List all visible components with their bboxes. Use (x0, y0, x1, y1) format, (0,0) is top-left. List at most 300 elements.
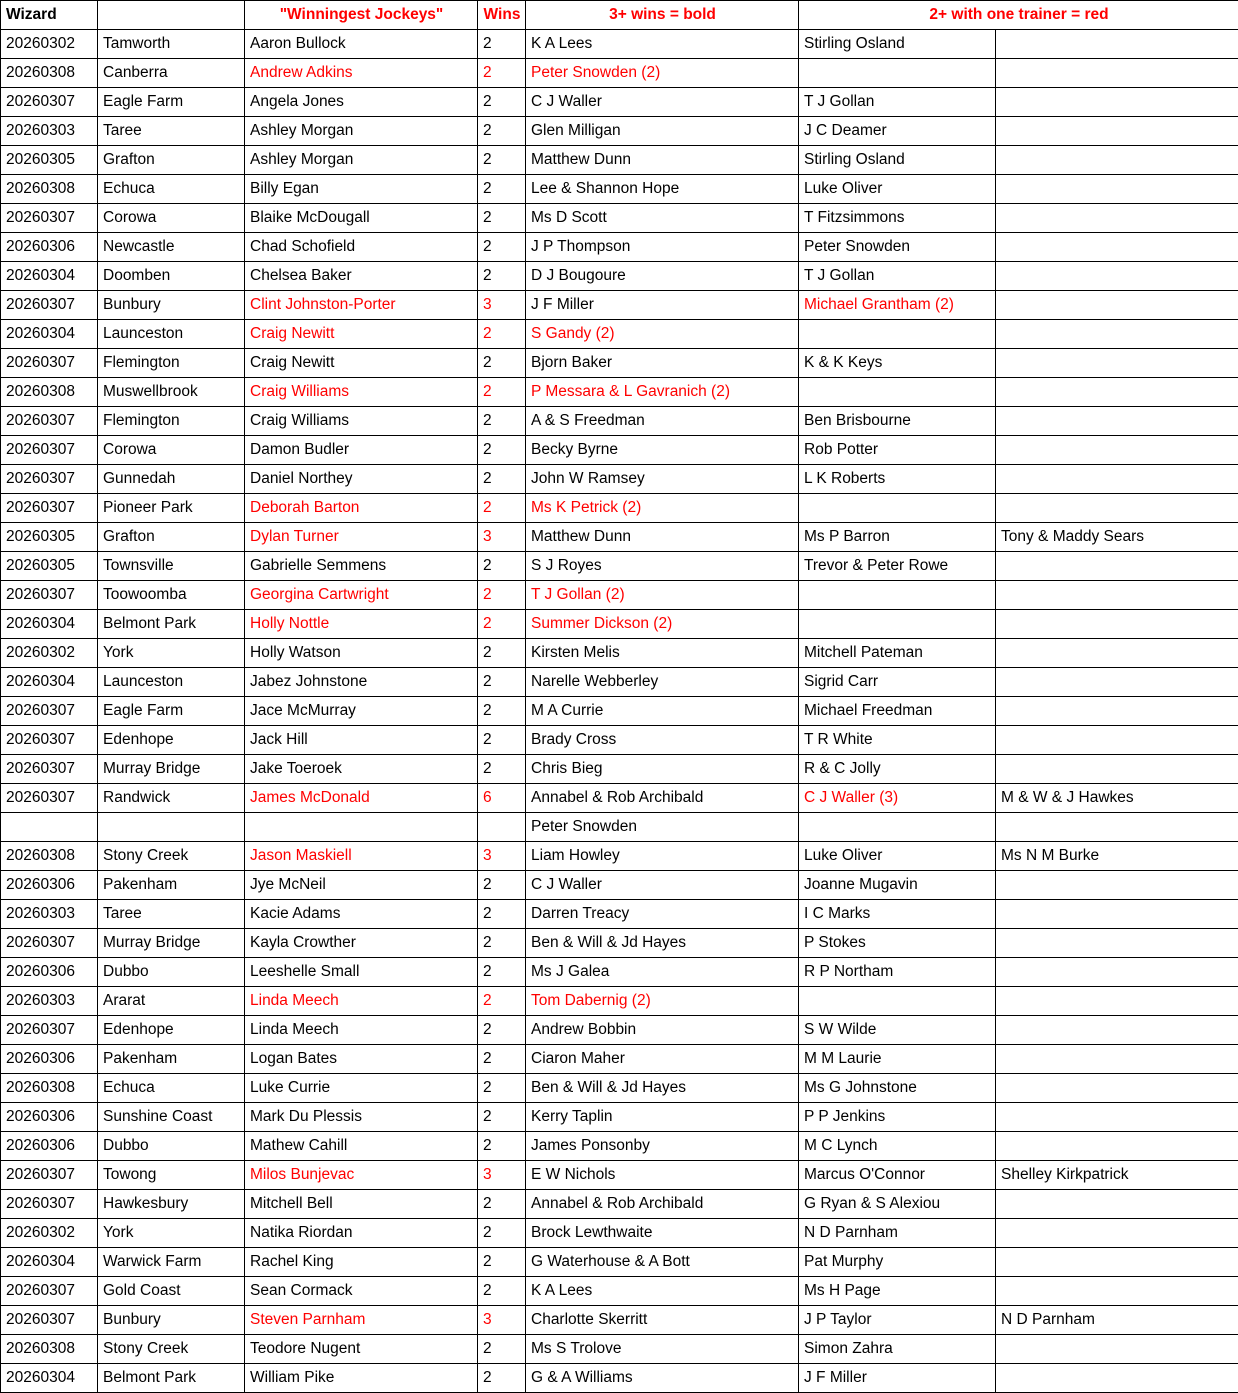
table-row (1, 378, 1238, 407)
cell-trainer-1: J P Thompson (526, 233, 799, 262)
cell-trainer-3 (996, 610, 1238, 639)
cell-trainer-3 (996, 407, 1238, 436)
cell-wins: 2 (478, 233, 526, 262)
cell-track: Corowa (98, 204, 245, 233)
table-row (1, 204, 1238, 233)
table-body (1, 1, 1238, 1393)
cell-trainer-2: M C Lynch (799, 1132, 996, 1161)
table-row (1, 668, 1238, 697)
cell-wins: 2 (478, 610, 526, 639)
cell-date: 20260304 (1, 610, 98, 639)
cell-date: 20260305 (1, 523, 98, 552)
cell-track: Grafton (98, 146, 245, 175)
cell-track: Tamworth (98, 30, 245, 59)
cell-track: Taree (98, 900, 245, 929)
cell-wins: 2 (478, 117, 526, 146)
cell-wins (478, 813, 526, 842)
cell-trainer-1: G & A Williams (526, 1364, 799, 1393)
cell-trainer-2: Rob Potter (799, 436, 996, 465)
cell-wins: 2 (478, 697, 526, 726)
table-row (1, 871, 1238, 900)
cell-jockey: Jabez Johnstone (245, 668, 478, 697)
cell-trainer-3 (996, 175, 1238, 204)
cell-trainer-2: Stirling Osland (799, 146, 996, 175)
cell-trainer-2: Marcus O'Connor (799, 1161, 996, 1190)
cell-date: 20260308 (1, 59, 98, 88)
cell-jockey: Dylan Turner (245, 523, 478, 552)
table-row (1, 1190, 1238, 1219)
cell-track: Edenhope (98, 1016, 245, 1045)
table-header-row (1, 1, 1238, 30)
cell-wins: 2 (478, 204, 526, 233)
cell-date: 20260302 (1, 1219, 98, 1248)
cell-jockey: Linda Meech (245, 987, 478, 1016)
cell-trainer-1: Summer Dickson (2) (526, 610, 799, 639)
header-track (98, 1, 245, 30)
table-row (1, 88, 1238, 117)
cell-wins: 2 (478, 1335, 526, 1364)
cell-trainer-3 (996, 581, 1238, 610)
cell-date: 20260307 (1, 1161, 98, 1190)
cell-wins: 3 (478, 1306, 526, 1335)
cell-trainer-1: T J Gollan (2) (526, 581, 799, 610)
cell-jockey: Holly Nottle (245, 610, 478, 639)
cell-jockey: Kayla Crowther (245, 929, 478, 958)
cell-wins: 2 (478, 262, 526, 291)
cell-wins: 2 (478, 349, 526, 378)
cell-jockey: Ashley Morgan (245, 146, 478, 175)
cell-jockey: William Pike (245, 1364, 478, 1393)
cell-trainer-3 (996, 871, 1238, 900)
cell-date: 20260306 (1, 1132, 98, 1161)
cell-trainer-2: T R White (799, 726, 996, 755)
cell-trainer-3 (996, 204, 1238, 233)
cell-trainer-2: Peter Snowden (799, 233, 996, 262)
cell-jockey (245, 813, 478, 842)
table-row (1, 842, 1238, 871)
cell-jockey: Jack Hill (245, 726, 478, 755)
table-row (1, 900, 1238, 929)
cell-date: 20260303 (1, 900, 98, 929)
cell-wins: 2 (478, 1016, 526, 1045)
cell-trainer-1: E W Nichols (526, 1161, 799, 1190)
header-red-legend: 2+ with one trainer = red (799, 1, 1238, 30)
cell-date: 20260304 (1, 1248, 98, 1277)
cell-trainer-3 (996, 552, 1238, 581)
cell-trainer-3 (996, 900, 1238, 929)
cell-trainer-3 (996, 813, 1238, 842)
cell-trainer-1: Ben & Will & Jd Hayes (526, 929, 799, 958)
cell-jockey: Blaike McDougall (245, 204, 478, 233)
cell-wins: 3 (478, 523, 526, 552)
cell-jockey: Craig Newitt (245, 320, 478, 349)
cell-trainer-2 (799, 610, 996, 639)
cell-track: Echuca (98, 175, 245, 204)
table-row (1, 1161, 1238, 1190)
cell-track: Pakenham (98, 871, 245, 900)
cell-wins: 2 (478, 1277, 526, 1306)
table-row (1, 784, 1238, 813)
cell-track: Townsville (98, 552, 245, 581)
cell-trainer-3 (996, 378, 1238, 407)
cell-track: Dubbo (98, 1132, 245, 1161)
cell-trainer-1: S Gandy (2) (526, 320, 799, 349)
cell-wins: 2 (478, 552, 526, 581)
cell-trainer-3: N D Parnham (996, 1306, 1238, 1335)
table-row (1, 523, 1238, 552)
table-row (1, 1219, 1238, 1248)
cell-date: 20260307 (1, 1190, 98, 1219)
cell-jockey: Kacie Adams (245, 900, 478, 929)
cell-jockey: Mathew Cahill (245, 1132, 478, 1161)
cell-wins: 3 (478, 842, 526, 871)
table-row (1, 59, 1238, 88)
cell-date: 20260307 (1, 726, 98, 755)
cell-track: York (98, 1219, 245, 1248)
table-row (1, 30, 1238, 59)
cell-date: 20260308 (1, 378, 98, 407)
cell-date: 20260307 (1, 929, 98, 958)
cell-trainer-2: T J Gollan (799, 88, 996, 117)
table-row (1, 262, 1238, 291)
cell-trainer-2: Mitchell Pateman (799, 639, 996, 668)
cell-trainer-3 (996, 1016, 1238, 1045)
cell-track: Stony Creek (98, 1335, 245, 1364)
cell-trainer-2: Trevor & Peter Rowe (799, 552, 996, 581)
cell-trainer-1: A & S Freedman (526, 407, 799, 436)
cell-track: Belmont Park (98, 1364, 245, 1393)
cell-jockey: Teodore Nugent (245, 1335, 478, 1364)
cell-trainer-1: Lee & Shannon Hope (526, 175, 799, 204)
cell-trainer-1: Liam Howley (526, 842, 799, 871)
cell-trainer-3: M & W & J Hawkes (996, 784, 1238, 813)
cell-date: 20260306 (1, 233, 98, 262)
cell-wins: 2 (478, 958, 526, 987)
cell-trainer-1: James Ponsonby (526, 1132, 799, 1161)
cell-track: Belmont Park (98, 610, 245, 639)
cell-date: 20260307 (1, 581, 98, 610)
cell-trainer-3 (996, 233, 1238, 262)
cell-trainer-1: M A Currie (526, 697, 799, 726)
cell-track: Launceston (98, 668, 245, 697)
table-row (1, 117, 1238, 146)
cell-trainer-3: Shelley Kirkpatrick (996, 1161, 1238, 1190)
cell-trainer-1: Annabel & Rob Archibald (526, 784, 799, 813)
cell-trainer-2: K & K Keys (799, 349, 996, 378)
cell-trainer-1: Darren Treacy (526, 900, 799, 929)
header-winningest-jockeys: "Winningest Jockeys" (245, 1, 478, 30)
cell-wins: 2 (478, 88, 526, 117)
cell-track: Pioneer Park (98, 494, 245, 523)
cell-trainer-3 (996, 320, 1238, 349)
cell-jockey: Milos Bunjevac (245, 1161, 478, 1190)
cell-wins: 3 (478, 1161, 526, 1190)
cell-trainer-2: R & C Jolly (799, 755, 996, 784)
table-row (1, 1277, 1238, 1306)
cell-trainer-1: D J Bougoure (526, 262, 799, 291)
cell-trainer-3 (996, 88, 1238, 117)
cell-trainer-2: G Ryan & S Alexiou (799, 1190, 996, 1219)
cell-date: 20260307 (1, 494, 98, 523)
cell-date: 20260306 (1, 871, 98, 900)
cell-trainer-3 (996, 59, 1238, 88)
cell-trainer-3 (996, 262, 1238, 291)
cell-trainer-2 (799, 581, 996, 610)
cell-date: 20260304 (1, 1364, 98, 1393)
cell-track: Dubbo (98, 958, 245, 987)
cell-trainer-3 (996, 1248, 1238, 1277)
cell-track: Hawkesbury (98, 1190, 245, 1219)
cell-trainer-1: Peter Snowden (2) (526, 59, 799, 88)
cell-wins: 2 (478, 378, 526, 407)
cell-trainer-1: Brock Lewthwaite (526, 1219, 799, 1248)
cell-trainer-2: P Stokes (799, 929, 996, 958)
cell-jockey: Leeshelle Small (245, 958, 478, 987)
table-row (1, 581, 1238, 610)
cell-jockey: Georgina Cartwright (245, 581, 478, 610)
header-bold-legend: 3+ wins = bold (526, 1, 799, 30)
table-row (1, 639, 1238, 668)
table-row (1, 407, 1238, 436)
cell-trainer-2 (799, 59, 996, 88)
cell-trainer-2: J C Deamer (799, 117, 996, 146)
cell-track: Flemington (98, 407, 245, 436)
cell-jockey: Chad Schofield (245, 233, 478, 262)
cell-trainer-2 (799, 320, 996, 349)
cell-trainer-2: I C Marks (799, 900, 996, 929)
cell-trainer-2: M M Laurie (799, 1045, 996, 1074)
cell-trainer-2: Michael Grantham (2) (799, 291, 996, 320)
cell-trainer-1: Tom Dabernig (2) (526, 987, 799, 1016)
cell-track: Canberra (98, 59, 245, 88)
cell-track: Murray Bridge (98, 929, 245, 958)
cell-wins: 2 (478, 987, 526, 1016)
cell-jockey: Steven Parnham (245, 1306, 478, 1335)
cell-trainer-3 (996, 291, 1238, 320)
cell-trainer-1: Charlotte Skerritt (526, 1306, 799, 1335)
cell-date: 20260307 (1, 436, 98, 465)
cell-jockey: Jason Maskiell (245, 842, 478, 871)
cell-trainer-2: Ms G Johnstone (799, 1074, 996, 1103)
cell-trainer-3 (996, 1074, 1238, 1103)
cell-trainer-2: Pat Murphy (799, 1248, 996, 1277)
cell-track: Stony Creek (98, 842, 245, 871)
cell-trainer-1: Andrew Bobbin (526, 1016, 799, 1045)
cell-trainer-3 (996, 929, 1238, 958)
cell-trainer-3 (996, 1277, 1238, 1306)
table-row (1, 291, 1238, 320)
table-row (1, 465, 1238, 494)
cell-track: Eagle Farm (98, 697, 245, 726)
cell-wins: 2 (478, 436, 526, 465)
table-row (1, 1132, 1238, 1161)
cell-trainer-3 (996, 465, 1238, 494)
cell-trainer-2: C J Waller (3) (799, 784, 996, 813)
cell-trainer-3: Tony & Maddy Sears (996, 523, 1238, 552)
cell-trainer-2: T Fitzsimmons (799, 204, 996, 233)
cell-track: Bunbury (98, 1306, 245, 1335)
cell-track: Eagle Farm (98, 88, 245, 117)
cell-trainer-2 (799, 987, 996, 1016)
cell-date: 20260308 (1, 1074, 98, 1103)
cell-jockey: Deborah Barton (245, 494, 478, 523)
cell-track: Echuca (98, 1074, 245, 1103)
cell-track: Taree (98, 117, 245, 146)
cell-jockey: Daniel Northey (245, 465, 478, 494)
cell-wins: 2 (478, 929, 526, 958)
cell-trainer-2 (799, 494, 996, 523)
cell-track: Ararat (98, 987, 245, 1016)
header-wins: Wins (478, 1, 526, 30)
cell-date: 20260307 (1, 755, 98, 784)
cell-trainer-2: Luke Oliver (799, 842, 996, 871)
cell-wins: 2 (478, 871, 526, 900)
cell-wins: 3 (478, 291, 526, 320)
cell-wins: 2 (478, 494, 526, 523)
cell-track: Murray Bridge (98, 755, 245, 784)
cell-trainer-3 (996, 639, 1238, 668)
cell-trainer-1: Glen Milligan (526, 117, 799, 146)
cell-trainer-3 (996, 349, 1238, 378)
cell-jockey: Jye McNeil (245, 871, 478, 900)
cell-track: Gold Coast (98, 1277, 245, 1306)
cell-wins: 2 (478, 465, 526, 494)
cell-trainer-1: Chris Bieg (526, 755, 799, 784)
cell-trainer-2: J P Taylor (799, 1306, 996, 1335)
cell-trainer-3 (996, 1103, 1238, 1132)
cell-track: Muswellbrook (98, 378, 245, 407)
cell-trainer-1: Ms J Galea (526, 958, 799, 987)
cell-trainer-1: Ms D Scott (526, 204, 799, 233)
header-wizard: Wizard (1, 1, 98, 30)
cell-trainer-3 (996, 958, 1238, 987)
cell-date: 20260307 (1, 291, 98, 320)
cell-trainer-2: J F Miller (799, 1364, 996, 1393)
cell-track: Launceston (98, 320, 245, 349)
cell-jockey: Craig Williams (245, 407, 478, 436)
table-row (1, 813, 1238, 842)
cell-trainer-1: Becky Byrne (526, 436, 799, 465)
cell-jockey: James McDonald (245, 784, 478, 813)
cell-trainer-2: Stirling Osland (799, 30, 996, 59)
cell-trainer-3 (996, 755, 1238, 784)
cell-track: Edenhope (98, 726, 245, 755)
cell-date: 20260307 (1, 1306, 98, 1335)
cell-wins: 2 (478, 581, 526, 610)
cell-trainer-1: G Waterhouse & A Bott (526, 1248, 799, 1277)
table-row (1, 436, 1238, 465)
cell-wins: 2 (478, 900, 526, 929)
table-row (1, 1016, 1238, 1045)
cell-wins: 2 (478, 1219, 526, 1248)
cell-track: Toowoomba (98, 581, 245, 610)
cell-wins: 2 (478, 59, 526, 88)
cell-track (98, 813, 245, 842)
cell-trainer-1: Ciaron Maher (526, 1045, 799, 1074)
cell-trainer-2: L K Roberts (799, 465, 996, 494)
cell-trainer-3 (996, 117, 1238, 146)
cell-wins: 2 (478, 407, 526, 436)
cell-track: Gunnedah (98, 465, 245, 494)
table-row (1, 175, 1238, 204)
cell-trainer-3 (996, 1335, 1238, 1364)
cell-wins: 2 (478, 639, 526, 668)
cell-jockey: Angela Jones (245, 88, 478, 117)
cell-trainer-3: Ms N M Burke (996, 842, 1238, 871)
cell-jockey: Clint Johnston-Porter (245, 291, 478, 320)
cell-trainer-2: Sigrid Carr (799, 668, 996, 697)
cell-trainer-1: K A Lees (526, 1277, 799, 1306)
cell-trainer-1: K A Lees (526, 30, 799, 59)
cell-trainer-3 (996, 726, 1238, 755)
cell-date: 20260308 (1, 175, 98, 204)
cell-trainer-1: Narelle Webberley (526, 668, 799, 697)
cell-wins: 2 (478, 30, 526, 59)
cell-trainer-2: R P Northam (799, 958, 996, 987)
cell-trainer-2: Simon Zahra (799, 1335, 996, 1364)
cell-track: Doomben (98, 262, 245, 291)
cell-trainer-1: Ms K Petrick (2) (526, 494, 799, 523)
cell-trainer-3 (996, 668, 1238, 697)
table-row (1, 1248, 1238, 1277)
cell-jockey: Linda Meech (245, 1016, 478, 1045)
cell-wins: 2 (478, 1190, 526, 1219)
cell-date: 20260305 (1, 552, 98, 581)
cell-trainer-3 (996, 30, 1238, 59)
table-row (1, 146, 1238, 175)
cell-jockey: Jace McMurray (245, 697, 478, 726)
cell-trainer-2 (799, 378, 996, 407)
cell-track: York (98, 639, 245, 668)
cell-date: 20260307 (1, 349, 98, 378)
cell-track: Warwick Farm (98, 1248, 245, 1277)
cell-date: 20260307 (1, 204, 98, 233)
cell-trainer-2: Joanne Mugavin (799, 871, 996, 900)
cell-date: 20260307 (1, 697, 98, 726)
cell-wins: 2 (478, 1132, 526, 1161)
cell-trainer-1: John W Ramsey (526, 465, 799, 494)
cell-track: Randwick (98, 784, 245, 813)
cell-track: Bunbury (98, 291, 245, 320)
cell-date: 20260302 (1, 639, 98, 668)
table-row (1, 1364, 1238, 1393)
cell-jockey: Holly Watson (245, 639, 478, 668)
cell-track: Grafton (98, 523, 245, 552)
table-row (1, 755, 1238, 784)
table-row (1, 1103, 1238, 1132)
cell-wins: 2 (478, 1103, 526, 1132)
cell-wins: 2 (478, 146, 526, 175)
cell-trainer-3 (996, 987, 1238, 1016)
cell-trainer-1: P Messara & L Gavranich (2) (526, 378, 799, 407)
table-row (1, 1306, 1238, 1335)
cell-trainer-2: Ms H Page (799, 1277, 996, 1306)
cell-trainer-2 (799, 813, 996, 842)
cell-jockey: Craig Williams (245, 378, 478, 407)
cell-trainer-3 (996, 494, 1238, 523)
cell-date: 20260307 (1, 88, 98, 117)
cell-trainer-2: Michael Freedman (799, 697, 996, 726)
table-row (1, 929, 1238, 958)
table-row (1, 552, 1238, 581)
cell-date: 20260307 (1, 784, 98, 813)
cell-wins: 2 (478, 1074, 526, 1103)
cell-jockey: Luke Currie (245, 1074, 478, 1103)
cell-trainer-2: T J Gollan (799, 262, 996, 291)
cell-wins: 2 (478, 1045, 526, 1074)
table-row (1, 987, 1238, 1016)
table-row (1, 726, 1238, 755)
